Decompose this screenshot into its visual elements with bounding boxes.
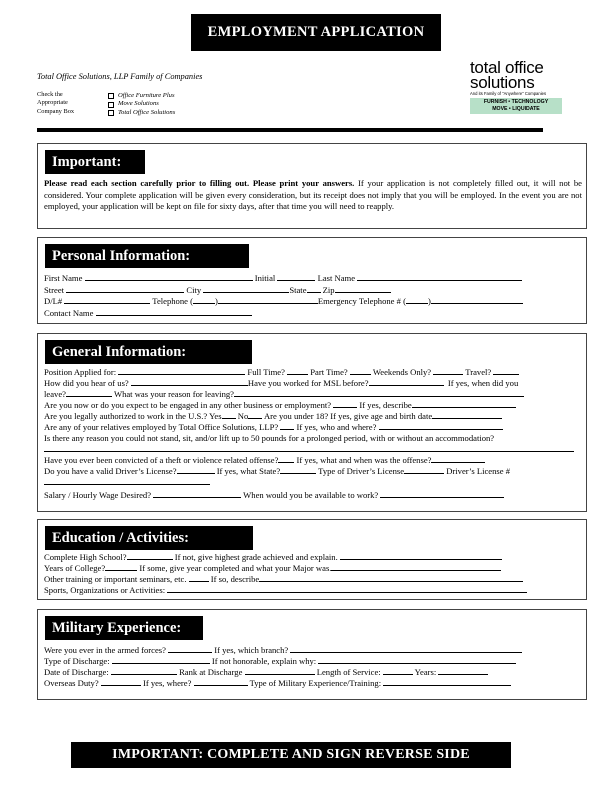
personal-section — [37, 237, 587, 324]
leave-label: leave? — [44, 389, 66, 399]
license-number-field[interactable] — [44, 477, 210, 485]
check-label-line-3: Company Box — [37, 107, 75, 115]
leave-row — [44, 389, 524, 399]
not-honorable-label: If not honorable, explain why: — [211, 656, 317, 666]
check-label-line-2: Appropriate — [37, 99, 68, 107]
last-name-label: Last Name — [317, 273, 356, 283]
reason-label: What was your reason for leaving? — [113, 389, 234, 399]
last-name-field[interactable] — [357, 273, 522, 281]
relatives-row — [44, 422, 503, 432]
available-field[interactable] — [380, 490, 504, 498]
college-field[interactable] — [105, 563, 137, 571]
military-type-label: Type of Military Experience/Training: — [249, 678, 382, 688]
engaged-row — [44, 400, 516, 410]
company-option-furniture[interactable] — [108, 92, 175, 100]
under18-label: Are you under 18? If yes, give age and birth date — [263, 411, 433, 421]
overseas-row — [44, 678, 511, 688]
weekends-label: Weekends Only? — [372, 367, 432, 377]
weekends-field[interactable] — [433, 367, 463, 375]
authorized-label: Are you legally authorized to work in the U.S.? Yes — [44, 411, 222, 421]
company-family-line: Total Office Solutions, LLP Family of Companies — [37, 72, 203, 81]
rank-label: Rank at Discharge — [179, 667, 243, 677]
offense-field[interactable] — [431, 455, 485, 463]
relatives-field[interactable] — [280, 422, 294, 430]
hear-label: How did you hear of us? — [44, 378, 129, 388]
discharge-date-field[interactable] — [111, 667, 177, 675]
company-option-label: Move Solutions — [118, 100, 159, 108]
initial-field[interactable] — [277, 273, 315, 281]
telephone-field[interactable] — [218, 296, 318, 304]
armed-label: Were you ever in the armed forces? — [44, 645, 166, 655]
travel-field[interactable] — [493, 367, 519, 375]
under18-field[interactable] — [432, 411, 502, 419]
sports-row — [44, 585, 527, 595]
years-field[interactable] — [438, 667, 488, 675]
discharge-type-field[interactable] — [112, 656, 210, 664]
lift-label: Is there any reason you could not stand, sit, and/or lift up to 50 pounds for a prolonged period, with or without an accommodation? — [44, 433, 495, 443]
position-label: Position Applied for: — [44, 367, 117, 377]
branch-label: If yes, which branch? — [214, 645, 289, 655]
general-heading: General Information: — [45, 340, 252, 364]
personal-heading: Personal Information: — [45, 244, 249, 268]
engaged-describe-field[interactable] — [412, 400, 516, 408]
logo-services-band — [470, 98, 562, 114]
license-type-field[interactable] — [404, 466, 444, 474]
sports-field[interactable] — [167, 585, 527, 593]
zip-label: Zip — [322, 284, 335, 295]
training-row — [44, 574, 523, 584]
armed-field[interactable] — [168, 645, 212, 653]
position-field[interactable] — [118, 367, 245, 375]
important-heading: Important: — [45, 150, 145, 174]
hear-row — [44, 378, 518, 388]
authorized-row — [44, 411, 502, 421]
dl-label: D/L# — [44, 296, 63, 306]
education-section — [37, 519, 587, 600]
part-time-field[interactable] — [350, 367, 371, 375]
travel-label: Travel? — [465, 367, 492, 377]
checkbox-total-office-solutions[interactable] — [108, 110, 114, 116]
discharge-date-label: Date of Discharge: — [44, 667, 109, 677]
check-label-line-1: Check the — [37, 91, 63, 98]
education-heading: Education / Activities: — [45, 526, 253, 550]
military-type-field[interactable] — [383, 678, 511, 686]
important-body-text: If your application is not completely filled out, it will not be considered. Your complete application will be given every consideration, but its receipt does not imply that you will be employed. In the event you are not employed, your application will be kept on file for sixty days, after that time you will need to reapply. — [44, 178, 582, 212]
state-label: State — [289, 284, 307, 295]
contact-field[interactable] — [96, 308, 252, 316]
training-label: Other training or important seminars, etc. — [44, 574, 187, 584]
discharge-date-row — [44, 667, 488, 677]
relatives-label: Are any of your relatives employed by Total Office Solutions, LLP? — [44, 422, 279, 432]
emergency-area-field[interactable] — [406, 296, 428, 304]
general-section — [37, 333, 587, 512]
license-state-label: If yes, what State? — [216, 466, 281, 476]
important-text — [44, 178, 582, 213]
position-row — [44, 367, 519, 377]
lift-row — [44, 433, 494, 443]
emergency-field[interactable] — [431, 296, 523, 304]
full-time-field[interactable] — [287, 367, 308, 375]
armed-row — [44, 645, 522, 655]
convicted-field[interactable] — [278, 455, 294, 463]
check-company-label — [37, 91, 74, 116]
license-number-label: Driver’s License # — [446, 466, 510, 476]
important-section — [37, 143, 587, 229]
part-time-label: Part Time? — [310, 367, 348, 377]
engaged-describe-label: If yes, describe — [359, 400, 412, 410]
branch-field[interactable] — [290, 645, 522, 653]
company-checkbox-list — [108, 92, 175, 117]
company-option-total[interactable] — [108, 109, 175, 117]
first-name-label: First Name — [44, 273, 83, 283]
contact-row — [44, 308, 252, 318]
company-option-label: Office Furniture Plus — [118, 92, 175, 99]
zip-field[interactable] — [335, 285, 391, 293]
license-type-label: Type of Driver’s License — [318, 466, 405, 476]
reverse-side-notice: IMPORTANT: COMPLETE AND SIGN REVERSE SIDE — [71, 742, 511, 768]
authorized-yes-field[interactable] — [222, 411, 236, 419]
dl-field[interactable] — [64, 296, 150, 304]
grade-label: If not, give highest grade achieved and explain. — [174, 552, 338, 562]
college-row — [44, 563, 501, 573]
overseas-label: Overseas Duty? — [44, 678, 99, 688]
license-label: Do you have a valid Driver’s License? — [44, 466, 177, 476]
license-number-row — [44, 477, 210, 487]
page-title: EMPLOYMENT APPLICATION — [191, 14, 441, 51]
worked-label: Have you worked for MSL before? — [247, 378, 369, 388]
length-service-field[interactable] — [383, 667, 413, 675]
logo-band-line-1: FURNISH • TECHNOLOGY — [483, 99, 549, 105]
license-state-field[interactable] — [280, 466, 316, 474]
checkbox-move-solutions[interactable] — [108, 102, 114, 108]
high-school-field[interactable] — [127, 552, 173, 560]
offense-label: If yes, what and when was the offense? — [296, 455, 432, 465]
hear-field[interactable] — [131, 378, 248, 386]
training-describe-field[interactable] — [259, 574, 523, 582]
street-field[interactable] — [66, 285, 184, 293]
company-logo — [470, 60, 570, 114]
training-describe-label: If so, describe — [210, 574, 260, 584]
major-field[interactable] — [331, 563, 501, 571]
military-heading: Military Experience: — [45, 616, 203, 640]
license-field[interactable] — [177, 466, 215, 474]
state-field[interactable] — [307, 285, 321, 293]
company-option-label: Total Office Solutions — [118, 108, 176, 116]
license-row — [44, 466, 510, 476]
emergency-label: Emergency Telephone # ( — [317, 296, 406, 306]
convicted-row — [44, 455, 485, 465]
sports-label: Sports, Organizations or Activities: — [44, 585, 166, 595]
salary-row — [44, 490, 504, 500]
logo-tagline: And its Family of "Anywhere" Companies — [470, 91, 547, 96]
leave-field[interactable] — [66, 389, 112, 397]
discharge-type-label: Type of Discharge: — [44, 656, 110, 666]
overseas-field[interactable] — [101, 678, 141, 686]
city-field[interactable] — [203, 285, 289, 293]
initial-label: Initial — [254, 273, 276, 283]
city-label: City — [186, 284, 202, 295]
discharge-type-row — [44, 656, 516, 666]
where-field[interactable] — [194, 678, 248, 686]
high-school-label: Complete High School? — [44, 552, 127, 562]
college-label: Years of College? — [44, 563, 106, 573]
length-service-label: Length of Service: — [316, 667, 381, 677]
convicted-label: Have you ever been convicted of a theft or violence related offense? — [44, 455, 279, 465]
contact-label: Contact Name — [44, 307, 94, 318]
first-name-field[interactable] — [85, 273, 253, 281]
rank-field[interactable] — [245, 667, 315, 675]
training-field[interactable] — [189, 574, 209, 582]
available-label: When would you be available to work? — [243, 490, 379, 500]
full-time-label: Full Time? — [247, 367, 285, 377]
telephone-area-field[interactable] — [193, 296, 215, 304]
military-section — [37, 609, 587, 700]
salary-field[interactable] — [153, 490, 241, 498]
logo-band-line-2: MOVE • LIQUIDATE — [492, 106, 540, 112]
engaged-field[interactable] — [333, 400, 357, 408]
lift-field[interactable] — [44, 444, 574, 452]
logo-line-1: total office — [470, 58, 544, 77]
street-label: Street — [44, 284, 65, 295]
authorized-no-label: No — [237, 411, 249, 421]
name-row — [44, 273, 522, 283]
salary-label: Salary / Hourly Wage Desired? — [44, 490, 152, 500]
reason-field[interactable] — [234, 389, 524, 397]
engaged-label: Are you now or do you expect to be engaged in any other business or employment? — [44, 400, 332, 410]
where-label: If yes, where? — [142, 678, 192, 688]
relatives-who-label: If yes, who and where? — [296, 422, 377, 432]
years-label: Years: — [414, 667, 437, 677]
not-honorable-field[interactable] — [318, 656, 516, 664]
company-option-move[interactable] — [108, 100, 175, 108]
checkbox-office-furniture-plus[interactable] — [108, 93, 114, 99]
major-label: If some, give year completed and what your Major was. — [139, 563, 332, 573]
header-divider — [37, 128, 543, 132]
authorized-no-field[interactable] — [248, 411, 262, 419]
high-school-row — [44, 552, 502, 562]
important-bold-text: Please read each section carefully prior to filling out. Please print your answers. — [44, 178, 355, 188]
grade-field[interactable] — [340, 552, 502, 560]
when-leave-label: If yes, when did you — [447, 378, 519, 388]
relatives-who-field[interactable] — [379, 422, 503, 430]
logo-line-2: solutions — [470, 73, 535, 92]
lift-answer-row — [44, 444, 574, 454]
phone-row: D/L# Telephone ( ) Emergency Telephone # ( ) — [44, 296, 523, 306]
address-row — [44, 285, 391, 295]
telephone-label: Telephone ( — [152, 296, 193, 306]
worked-field[interactable] — [369, 378, 444, 386]
